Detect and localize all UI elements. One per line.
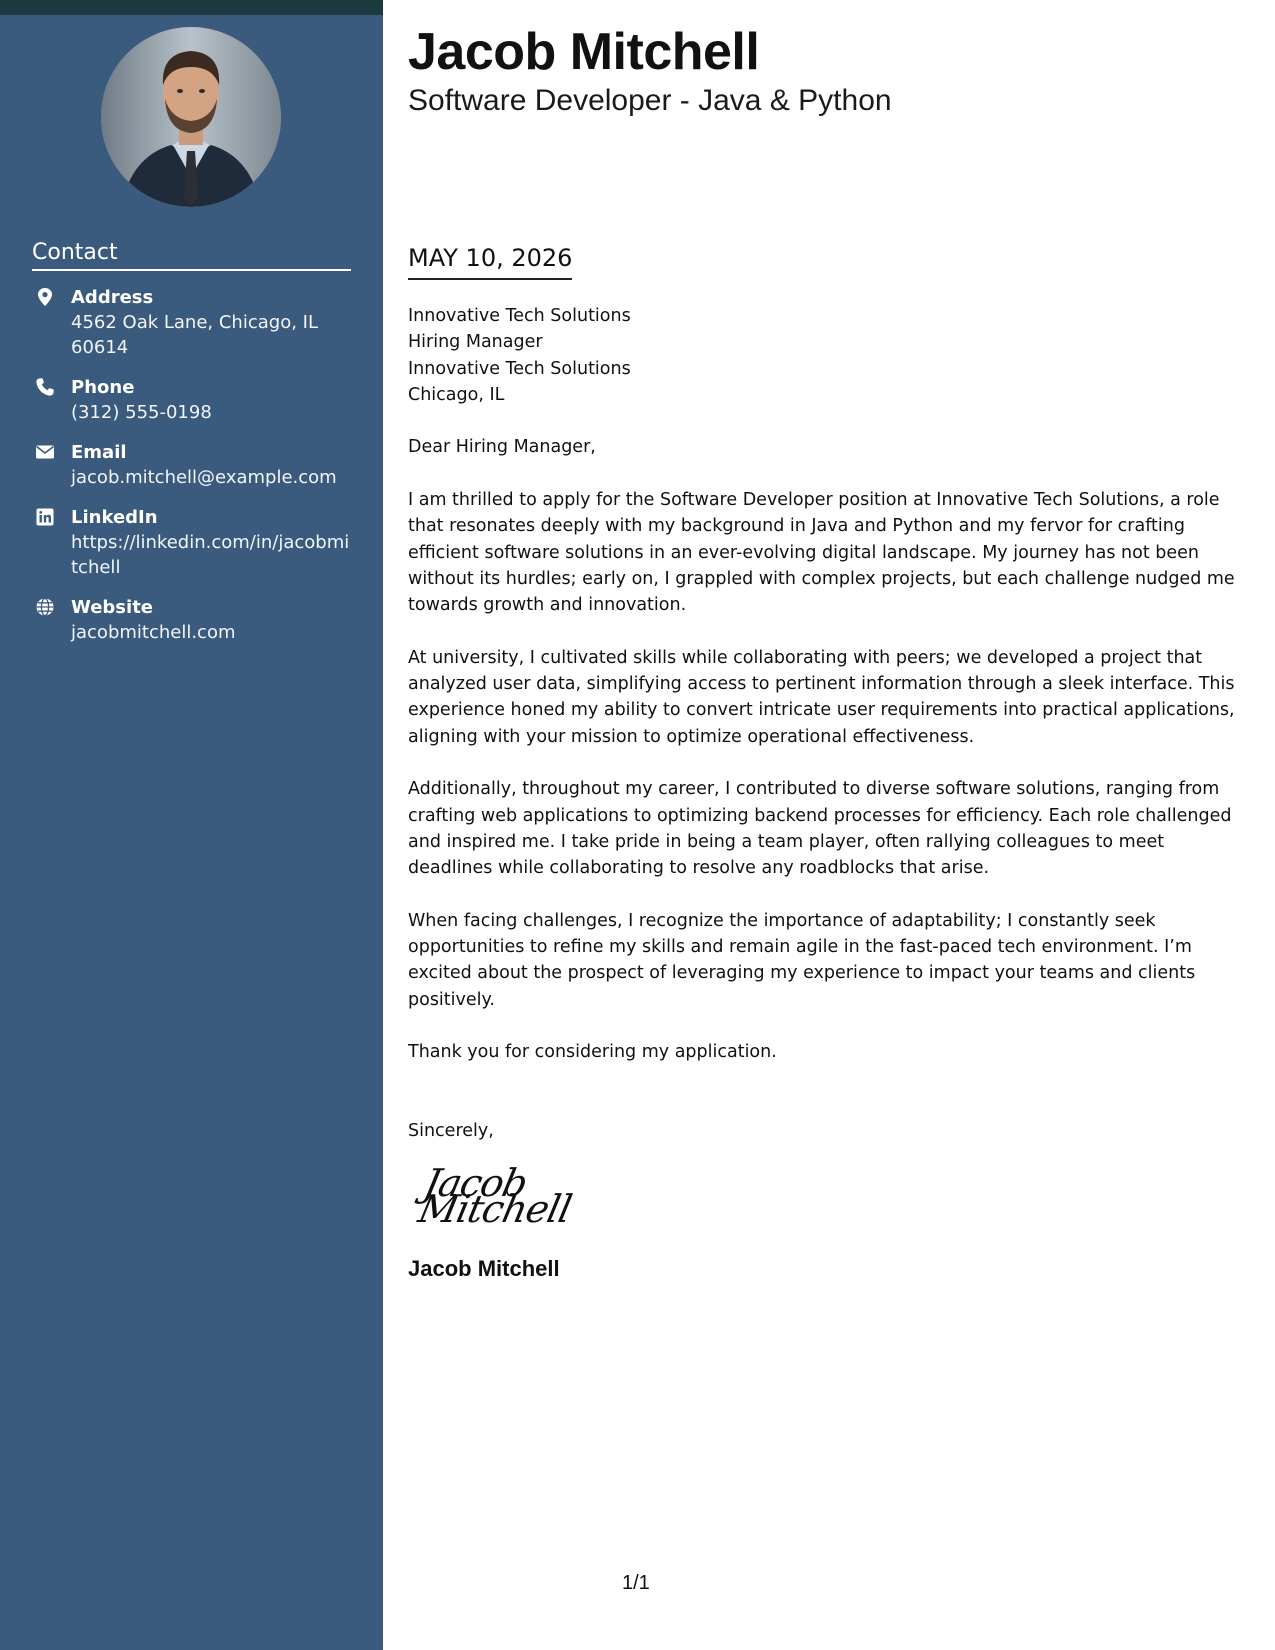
body-paragraph: Additionally, throughout my career, I contributed to diverse software solutions, ranging from crafting web applications to optimizing backend processes for efficiency. Each role challenged and inspired me. I take pride in being a team player, often rallying colleagues to meet deadlines while collaborating to resolve any roadblocks that arise. (408, 779, 1232, 879)
recipient-line: Innovative Tech Solutions (408, 306, 631, 326)
contact-label: Website (71, 597, 154, 618)
letter-main (408, 0, 1248, 1650)
body-paragraph: At university, I cultivated skills while collaborating with peers; we developed a project that analyzed user data, simplifying access to pertinent information through a sleek interface. This experience honed my ability to convert intricate user requirements into practical applications, aligning with your mission to optimize operational effectiveness. (408, 647, 1235, 747)
closing: Sincerely, (408, 1120, 494, 1141)
address-value: 4562 Oak Lane, Chicago, IL 60614 (71, 312, 318, 358)
contact-label: Email (71, 442, 127, 463)
signature-image: Jacob Mitchell (414, 1161, 575, 1232)
contact-item-website (32, 595, 352, 645)
contact-label: Address (71, 287, 154, 308)
body-paragraph: I am thrilled to apply for the Software Developer position at Innovative Tech Solutions, a role that resonates deeply with my background in Java and Python and my fervor for crafting efficient software solutions in an ever-evolving digital landscape. My journey has not been without its hurdles; early on, I grappled with complex projects, but each challenge nudged me towards growth and innovation. (408, 490, 1235, 616)
applicant-name: Jacob Mitchell (408, 23, 760, 81)
page-number: 1/1 (622, 1572, 650, 1594)
salutation: Dear Hiring Manager, (408, 437, 596, 458)
body-paragraph: When facing challenges, I recognize the importance of adaptability; I constantly seek opportunities to refine my skills and remain agile in the fast-paced tech environment. I’m excited about the prospect of leveraging my experience to impact your teams and clients positively. (408, 910, 1196, 1010)
recipient-line: Hiring Manager (408, 332, 543, 353)
sidebar (0, 0, 383, 1650)
contact-item-phone (32, 375, 352, 425)
map-pin-icon (35, 287, 55, 307)
contact-heading: Contact (32, 240, 351, 271)
profile-photo (101, 27, 281, 207)
contact-label: Phone (71, 377, 135, 398)
contact-list (32, 285, 352, 660)
signer-name: Jacob Mitchell (408, 1256, 560, 1282)
avatar (101, 27, 281, 207)
website-value[interactable]: jacobmitchell.com (71, 622, 236, 643)
linkedin-icon (35, 507, 55, 527)
contact-label: LinkedIn (71, 507, 158, 528)
email-value[interactable]: jacob.mitchell@example.com (71, 467, 337, 488)
recipient-line: Innovative Tech Solutions (408, 358, 631, 379)
envelope-icon (35, 442, 55, 462)
contact-item-linkedin (32, 505, 352, 580)
sidebar-top-bar (0, 0, 383, 15)
globe-icon (35, 597, 55, 617)
body-paragraph: Thank you for considering my application. (408, 1042, 777, 1063)
recipient-line: Chicago, IL (408, 384, 505, 405)
letter-body (408, 303, 1248, 1283)
linkedin-value[interactable]: https://linkedin.com/in/jacobmitchell (71, 532, 350, 578)
recipient-block (408, 303, 1248, 408)
contact-item-address (32, 285, 352, 360)
contact-item-email (32, 440, 352, 490)
applicant-role: Software Developer - Java & Python (408, 84, 892, 117)
phone-icon (35, 377, 55, 397)
phone-value: (312) 555-0198 (71, 402, 212, 423)
letter-date: MAY 10, 2026 (408, 244, 572, 280)
